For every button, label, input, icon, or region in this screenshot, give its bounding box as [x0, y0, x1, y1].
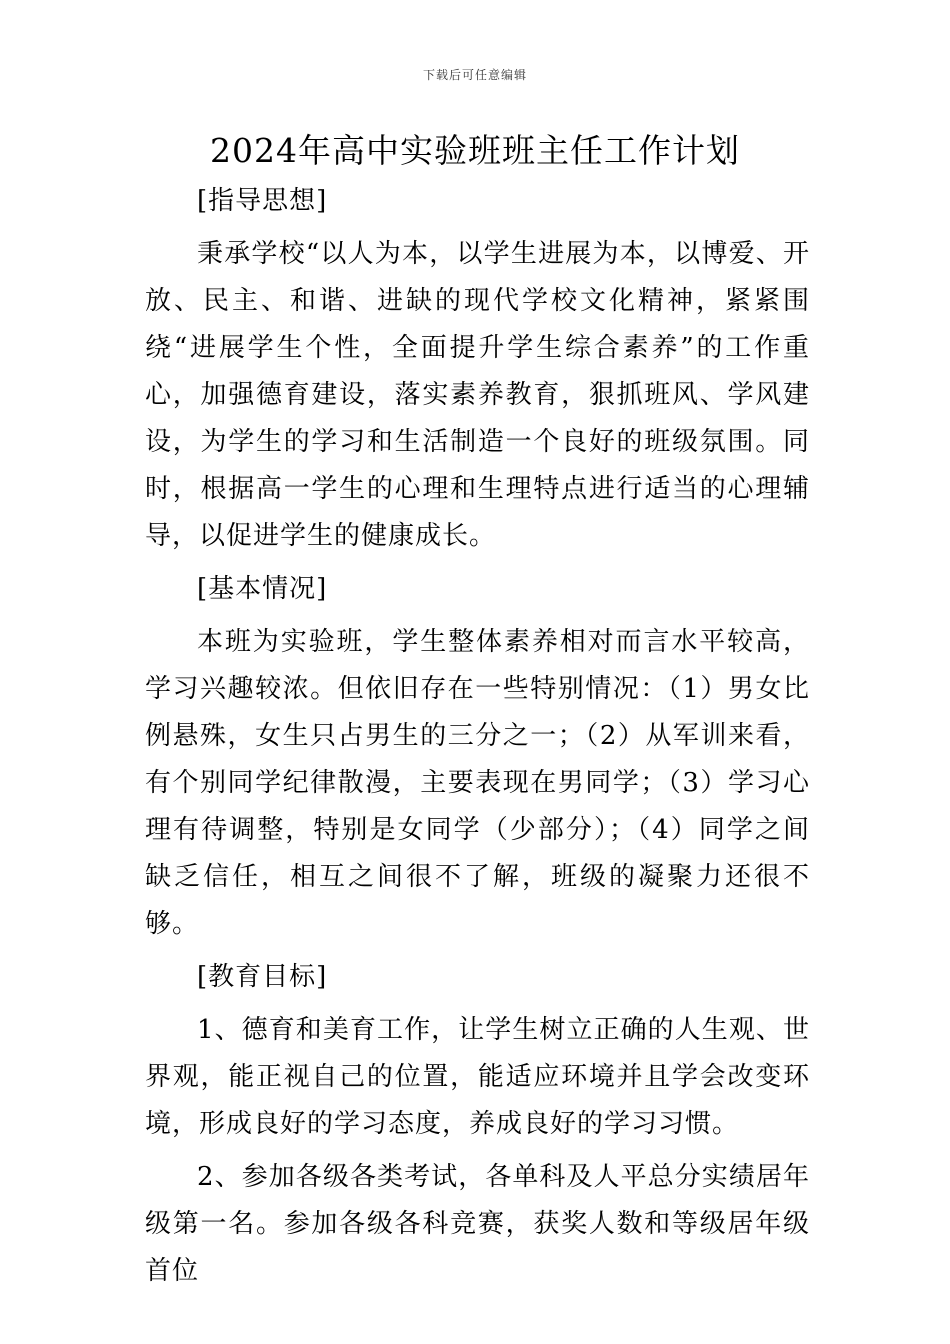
section-heading-education-goals: [教育目标]: [197, 962, 328, 992]
paragraph-goal-1: 1、德育和美育工作，让学生树立正确的人生观、世界观，能正视自己的位置，能适应环境并且学会改变环境，形成良好的学习态度，养成良好的学习习惯。: [145, 1015, 810, 1139]
paragraph-goal-2: 2、参加各级各类考试，各单科及人平总分实绩居年级第一名。参加各级各科竞赛，获奖人数和等级居年级首位: [145, 1162, 810, 1286]
document-body: [145, 178, 810, 1301]
section-heading-guiding-thought: [指导思想]: [197, 186, 328, 216]
section-heading-basic-situation: [基本情况]: [197, 574, 328, 604]
document-title: 2024年高中实验班班主任工作计划: [210, 131, 740, 170]
header-note: 下载后可任意编辑: [422, 68, 527, 82]
paragraph-guiding-thought: 秉承学校“以人为本，以学生进展为本，以博爱、开放、民主、和谐、进缺的现代学校文化精神，紧紧围绕“进展学生个性，全面提升学生综合素养”的工作重心，加强德育建设，落实素养教育，狠抓班风、学风建设，为学生的学习和生活制造一个良好的班级氛围。同时，根据高一学生的心理和生理特点进行适当的心理辅导，以促进学生的健康成长。: [145, 239, 810, 551]
paragraph-basic-situation: 本班为实验班，学生整体素养相对而言水平较高，学习兴趣较浓。但依旧存在一些特别情况：（1）男女比例悬殊，女生只占男生的三分之一；（2）从军训来看，有个别同学纪律散漫，主要表现在男同学；（3）学习心理有待调整，特别是女同学（少部分）；（4）同学之间缺乏信任，相互之间很不了解，班级的凝聚力还很不够。: [145, 627, 810, 939]
